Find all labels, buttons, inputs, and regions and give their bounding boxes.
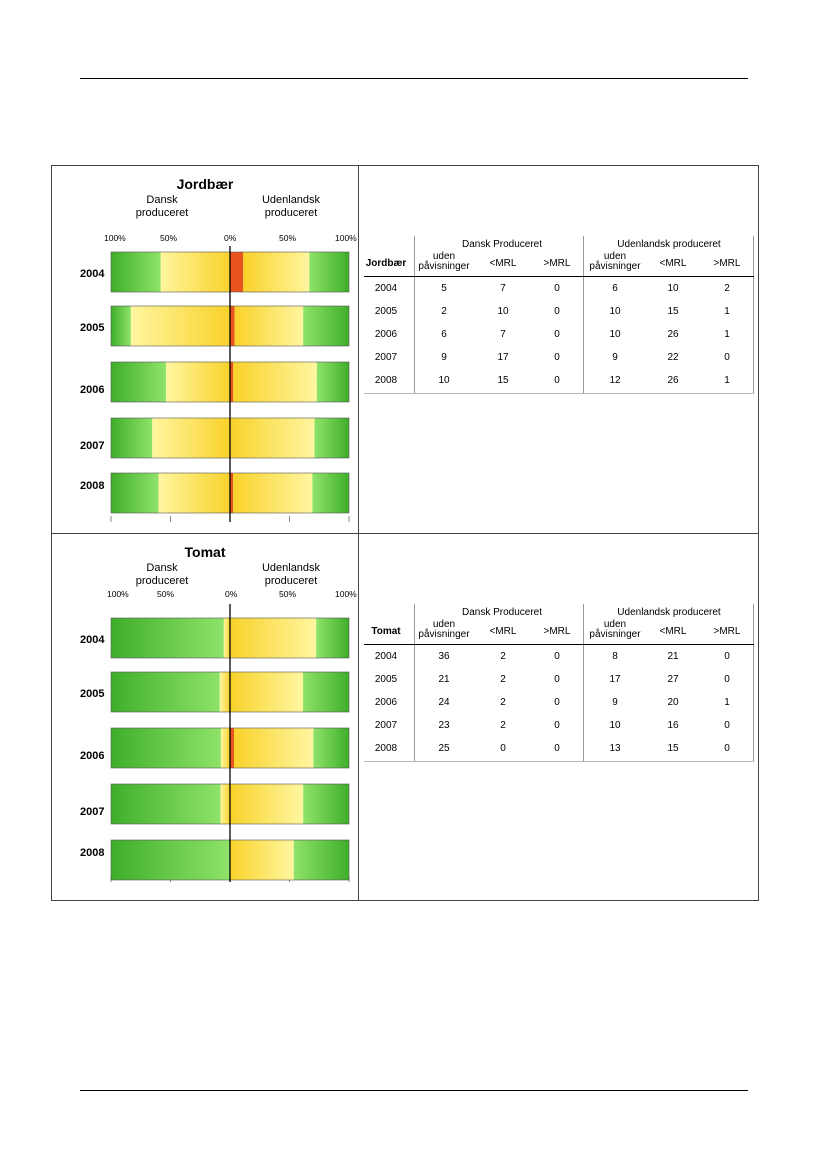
table-cell: 0 xyxy=(724,352,730,363)
row-year: 2008 xyxy=(374,743,398,754)
bar-udenlandsk-under-mrl xyxy=(233,362,317,402)
bar-udenlandsk-uden xyxy=(317,362,349,402)
tick-label: 0% xyxy=(224,233,237,243)
data-table-jordbaer xyxy=(364,236,754,396)
tick-label: 100% xyxy=(335,589,357,599)
figure-table xyxy=(51,165,759,901)
row-year: 2005 xyxy=(374,306,398,317)
table-cell: 9 xyxy=(441,352,447,363)
table-cell: 0 xyxy=(554,375,560,386)
table-cell: 1 xyxy=(724,697,730,708)
table-cell: 17 xyxy=(609,674,621,685)
category-label: 2004 xyxy=(80,634,105,646)
table-cell: 0 xyxy=(554,352,560,363)
row-year: 2004 xyxy=(374,283,398,294)
row-year: 2008 xyxy=(374,375,398,386)
table-cell: 0 xyxy=(724,743,730,754)
column-header-over-mrl: >MRL xyxy=(713,258,741,269)
group-header-udenlandsk: Udenlandsk produceret xyxy=(617,607,721,618)
table-cell: 9 xyxy=(612,352,618,363)
table-bottom-rule xyxy=(364,761,754,762)
category-label: 2005 xyxy=(80,688,105,700)
group-label-line: Dansk xyxy=(146,562,178,574)
table-cell: 2 xyxy=(500,674,506,685)
table-corner-label: Jordbær xyxy=(365,258,407,269)
column-header-over-mrl: >MRL xyxy=(713,626,741,637)
chart-title: Jordbær xyxy=(176,176,234,192)
table-cell: 1 xyxy=(724,375,730,386)
group-label-line: produceret xyxy=(264,575,318,587)
bar-dansk-uden xyxy=(111,306,131,346)
category-label: 2006 xyxy=(80,384,105,396)
table-cell: 0 xyxy=(554,674,560,685)
tick-label: 50% xyxy=(279,233,297,243)
row-year: 2007 xyxy=(374,720,398,731)
category-label: 2008 xyxy=(80,847,105,859)
table-vline xyxy=(583,604,584,762)
column-divider xyxy=(358,166,359,900)
bar-dansk-under-mrl xyxy=(161,252,230,292)
table-cell: 21 xyxy=(438,674,450,685)
bar-udenlandsk-uden xyxy=(314,418,349,458)
table-cell: 0 xyxy=(554,743,560,754)
tick-label: 50% xyxy=(160,233,178,243)
tick-label: 100% xyxy=(104,233,126,243)
bar-udenlandsk-uden xyxy=(303,672,349,712)
column-header-uden: uden xyxy=(432,619,456,630)
bar-dansk-under-mrl xyxy=(166,362,230,402)
category-label: 2004 xyxy=(80,268,105,280)
bar-udenlandsk-under-mrl xyxy=(233,473,312,513)
table-cell: 0 xyxy=(500,743,506,754)
group-label-line: produceret xyxy=(135,207,189,219)
bar-udenlandsk-under-mrl xyxy=(234,728,313,768)
tick-label: 0% xyxy=(225,589,238,599)
bar-udenlandsk-uden xyxy=(316,618,349,658)
table-cell: 0 xyxy=(554,283,560,294)
bar-dansk-under-mrl xyxy=(152,418,230,458)
table-cell: 26 xyxy=(667,375,679,386)
table-cell: 2 xyxy=(500,697,506,708)
table-cell: 22 xyxy=(667,352,679,363)
bar-udenlandsk-over-mrl xyxy=(230,252,243,292)
table-cell: 6 xyxy=(612,283,618,294)
bar-dansk-under-mrl xyxy=(221,728,230,768)
table-cell: 12 xyxy=(609,375,621,386)
category-label: 2007 xyxy=(80,806,105,818)
bar-dansk-uden xyxy=(111,672,220,712)
bar-dansk-uden xyxy=(111,728,221,768)
bar-dansk-uden xyxy=(111,840,230,880)
table-cell: 10 xyxy=(497,306,509,317)
table-cell: 24 xyxy=(438,697,450,708)
table-cell: 0 xyxy=(554,306,560,317)
table-vline xyxy=(583,236,584,394)
bar-dansk-under-mrl xyxy=(220,784,230,824)
bar-udenlandsk-under-mrl xyxy=(235,306,304,346)
table-cell: 23 xyxy=(438,720,450,731)
bar-udenlandsk-over-mrl xyxy=(230,306,235,346)
table-header-rule xyxy=(364,644,754,645)
table-cell: 2 xyxy=(500,651,506,662)
table-cell: 27 xyxy=(667,674,679,685)
bar-udenlandsk-uden xyxy=(309,252,349,292)
table-cell: 7 xyxy=(500,329,506,340)
row-year: 2004 xyxy=(374,651,398,662)
column-header-uden: uden xyxy=(432,251,456,262)
table-cell: 16 xyxy=(667,720,679,731)
table-cell: 36 xyxy=(438,651,450,662)
table-cell: 13 xyxy=(609,743,621,754)
bar-udenlandsk-uden xyxy=(294,840,349,880)
bar-dansk-under-mrl xyxy=(159,473,230,513)
table-cell: 10 xyxy=(667,283,679,294)
table-bottom-rule xyxy=(364,393,754,394)
tick-label: 100% xyxy=(335,233,357,243)
row-year: 2006 xyxy=(374,329,398,340)
group-label-line: produceret xyxy=(264,207,318,219)
table-cell: 0 xyxy=(554,329,560,340)
table-cell: 20 xyxy=(667,697,679,708)
chart-jordbaer xyxy=(52,166,358,533)
bar-udenlandsk-under-mrl xyxy=(243,252,309,292)
table-cell: 2 xyxy=(500,720,506,731)
table-cell: 0 xyxy=(724,720,730,731)
table-cell: 25 xyxy=(438,743,450,754)
table-cell: 2 xyxy=(441,306,447,317)
group-label-line: Udenlandsk xyxy=(261,194,321,206)
bar-dansk-uden xyxy=(111,784,220,824)
group-header-udenlandsk: Udenlandsk produceret xyxy=(617,239,721,250)
bar-udenlandsk-under-mrl xyxy=(230,840,294,880)
bar-udenlandsk-under-mrl xyxy=(230,672,303,712)
column-header-uden: uden xyxy=(603,251,627,262)
table-cell: 0 xyxy=(554,697,560,708)
table-cell: 10 xyxy=(609,720,621,731)
bar-udenlandsk-under-mrl xyxy=(230,618,316,658)
table-cell: 15 xyxy=(667,306,679,317)
tick-label: 50% xyxy=(157,589,175,599)
chart-title: Tomat xyxy=(184,544,226,560)
row-year: 2005 xyxy=(374,674,398,685)
group-label-line: produceret xyxy=(135,575,189,587)
table-cell: 2 xyxy=(724,283,730,294)
header-rule xyxy=(80,78,748,79)
row-year: 2006 xyxy=(374,697,398,708)
table-cell: 0 xyxy=(554,720,560,731)
column-header-uden: påvisninger xyxy=(589,261,641,272)
table-cell: 0 xyxy=(724,674,730,685)
bar-udenlandsk-under-mrl xyxy=(230,418,314,458)
column-header-uden: påvisninger xyxy=(418,629,470,640)
bar-udenlandsk-uden xyxy=(303,306,349,346)
group-label-line: Udenlandsk xyxy=(261,562,321,574)
bar-udenlandsk-uden xyxy=(312,473,349,513)
bar-dansk-uden xyxy=(111,473,159,513)
bar-dansk-under-mrl xyxy=(131,306,230,346)
bar-dansk-uden xyxy=(111,252,161,292)
column-header-over-mrl: >MRL xyxy=(543,626,571,637)
column-header-under-mrl: <MRL xyxy=(659,258,687,269)
chart-tomat xyxy=(52,534,358,901)
column-header-uden: påvisninger xyxy=(589,629,641,640)
category-label: 2008 xyxy=(80,480,105,492)
table-cell: 10 xyxy=(438,375,450,386)
footer-rule xyxy=(80,1090,748,1091)
category-label: 2007 xyxy=(80,440,105,452)
bar-dansk-under-mrl xyxy=(224,618,230,658)
table-cell: 10 xyxy=(609,306,621,317)
table-cell: 8 xyxy=(612,651,618,662)
group-label-line: Dansk xyxy=(146,194,178,206)
table-header-rule xyxy=(364,276,754,277)
bar-chart xyxy=(52,534,358,901)
bar-udenlandsk-uden xyxy=(303,784,349,824)
bar-chart xyxy=(52,166,358,533)
table-vline xyxy=(753,604,754,762)
bar-dansk-uden xyxy=(111,362,166,402)
column-header-uden: uden xyxy=(603,619,627,630)
category-label: 2005 xyxy=(80,322,105,334)
table-cell: 7 xyxy=(500,283,506,294)
table-corner-label: Tomat xyxy=(371,626,401,637)
table-cell: 26 xyxy=(667,329,679,340)
bar-udenlandsk-under-mrl xyxy=(230,784,303,824)
column-header-under-mrl: <MRL xyxy=(489,258,517,269)
bar-dansk-uden xyxy=(111,618,224,658)
group-header-dansk: Dansk Produceret xyxy=(461,607,543,618)
table-cell: 17 xyxy=(497,352,509,363)
table-cell: 10 xyxy=(609,329,621,340)
table-vline xyxy=(753,236,754,394)
category-label: 2006 xyxy=(80,750,105,762)
group-header-dansk: Dansk Produceret xyxy=(461,239,543,250)
column-header-uden: påvisninger xyxy=(418,261,470,272)
table-cell: 1 xyxy=(724,329,730,340)
table-cell: 0 xyxy=(724,651,730,662)
bar-dansk-under-mrl xyxy=(220,672,230,712)
table-cell: 1 xyxy=(724,306,730,317)
column-header-under-mrl: <MRL xyxy=(659,626,687,637)
column-header-over-mrl: >MRL xyxy=(543,258,571,269)
table-cell: 15 xyxy=(667,743,679,754)
row-year: 2007 xyxy=(374,352,398,363)
tick-label: 50% xyxy=(279,589,297,599)
table-cell: 15 xyxy=(497,375,509,386)
bar-udenlandsk-uden xyxy=(313,728,349,768)
table-cell: 9 xyxy=(612,697,618,708)
column-header-under-mrl: <MRL xyxy=(489,626,517,637)
table-cell: 0 xyxy=(554,651,560,662)
table-cell: 21 xyxy=(667,651,679,662)
table-cell: 5 xyxy=(441,283,447,294)
table-cell: 6 xyxy=(441,329,447,340)
bar-dansk-uden xyxy=(111,418,152,458)
tick-label: 100% xyxy=(107,589,129,599)
data-table-tomat xyxy=(364,604,754,764)
